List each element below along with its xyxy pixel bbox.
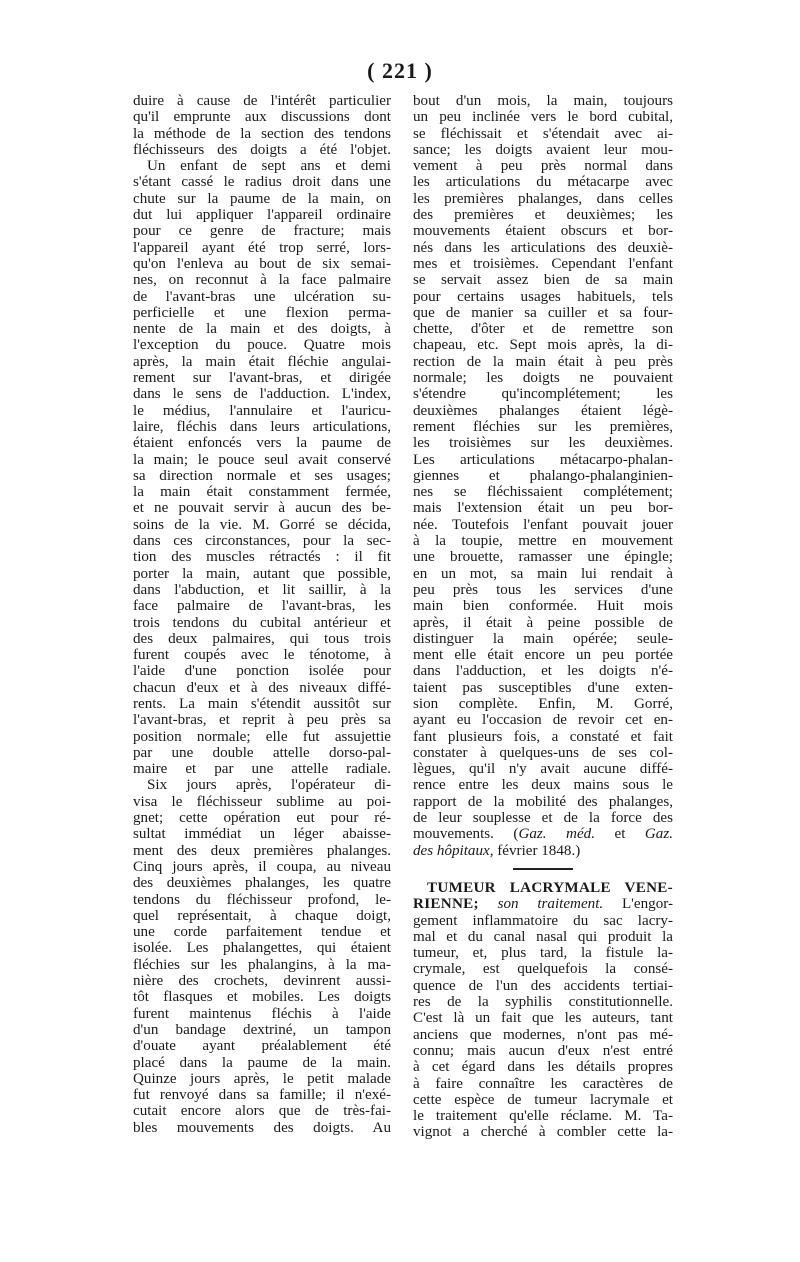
right-text-line: main bien conformée. Huit mois [413,598,673,615]
left-text-line: maire et par une attelle radiale. [133,761,391,778]
citation-line-2 [413,843,673,859]
left-text-line: fut renvoyé dans sa famille; il n'exé- [133,1087,391,1104]
right-text-line: Les articulations métacarpo-phalan- [413,451,673,468]
left-text-line: d'un bandage dextriné, un tampon [133,1021,391,1038]
section-text-line: connu; mais aucun d'eux n'est entré [413,1042,673,1059]
right-text-line: les articulations du métacarpe avec [413,174,673,191]
right-text-line: se fléchissait et s'étendait avec ai- [413,125,673,142]
citation-connector: et [594,826,645,843]
citation-journal-3: des hôpitaux, [413,842,494,859]
left-column [133,93,391,1136]
right-text-line: normale; les doigts ne pouvaient [413,370,673,387]
left-text-line: après, la main était fléchie angulai- [133,353,391,370]
left-text-line: et ne pouvait servir à aucun des be- [133,500,391,517]
left-text-line: placé dans la paume de la main. [133,1054,391,1071]
left-text-line: Un enfant de sept ans et demi [147,158,391,175]
left-text-line: Six jours après, l'opérateur di- [147,777,391,794]
left-text-line: chacun d'eux et à des niveaux diffé- [133,679,391,696]
left-text-line: s'étant cassé le radius droit dans une [133,174,391,191]
right-text-line: distinguer la main opérée; seule- [413,630,673,647]
section-text-line: crymale, est quelquefois la consé- [413,961,673,978]
section-separator [513,868,573,870]
left-text-line: la main; le pouce seul avait conservé [133,451,391,468]
right-text-line: nés dans les articulations des deuxiè- [413,239,673,256]
section-text-line: res de la syphilis constitutionnelle. [413,994,673,1011]
right-text-line: chapeau, etc. Sept mois après, la di- [413,337,673,354]
right-text-line: que de manier sa cuiller et sa four- [413,304,673,321]
right-text-line: constater à quelques-uns de ses col- [413,744,673,761]
right-text-line: giennes et phalango-phalanginien- [413,467,673,484]
right-text-line: lègues, qu'il n'y avait aucune diffé- [413,761,673,778]
right-column [413,93,673,1141]
section-text-line: gement inflammatoire du sac lacry- [413,912,673,929]
right-text-line: des premières et deuxièmes; les [413,207,673,224]
left-text-line: furent maintenus fléchis à l'aide [133,1005,391,1022]
left-text-line: par une double attelle dorso-pal- [133,744,391,761]
left-text-line: étaient enfoncés vers la paume de [133,435,391,452]
left-text-line: fléchies sur les phalangins, à la ma- [133,956,391,973]
section-body [413,913,673,1141]
citation-journal-1: Gaz. méd. [518,826,595,843]
left-text-line: nes, on reconnut à la face palmaire [133,272,391,289]
right-text-line: nes se fléchissaient complétement; [413,484,673,501]
right-text-line: un peu inclinée vers le bord cubital, [413,109,673,126]
right-text-line: ayant eu l'occasion de revoir cet en- [413,712,673,729]
left-text-line: fléchisseurs des doigts a été l'objet. [133,141,391,158]
right-text-line: fant plusieurs fois, a constaté et fait [413,728,673,745]
left-text-line: de l'avant-bras une ulcération su- [133,288,391,305]
section-text-line: mal et du canal nasal qui produit la [413,928,673,945]
right-text-line: se servait assez bien de sa main [413,272,673,289]
right-text-line: rement fléchies sur les premières, [413,418,673,435]
section-subtitle: son traitement. [478,896,604,913]
left-text-line: cutait encore alors que de très-fai- [133,1103,391,1120]
section-text-line: à faire connaître les caractères de [413,1075,673,1092]
left-text-line: nière des crochets, devinrent aussi- [133,973,391,990]
right-text-line: à la toupie, mettre en mouvement [413,533,673,550]
section-text-line: C'est là un fait que les auteurs, tant [413,1010,673,1027]
citation-prefix: mouvements. ( [413,826,519,843]
right-text-line: peu près tous les services d'une [413,581,673,598]
left-text-line: la main était constamment fermée, [133,484,391,501]
right-text-line: née. Toutefois l'enfant pouvait jouer [413,516,673,533]
left-text-line: tion des muscles rétractés : il fit [133,549,391,566]
left-text-line: porter la main, autant que possible, [133,565,391,582]
right-text-line: rence entre les deux mains sous le [413,777,673,794]
section-text-line: cette espèce de tumeur lacrymale et [413,1091,673,1108]
right-column-body [413,93,673,826]
left-text-line: Quinze jours après, le petit malade [133,1070,391,1087]
right-text-line: vement à peu près normal dans [413,158,673,175]
right-text-line: deuxièmes phalanges étaient légè- [413,402,673,419]
left-text-line: rents. La main s'étendit aussitôt sur [133,695,391,712]
right-text-line: mes et troisièmes. Cependant l'enfant [413,255,673,272]
left-text-line: dans l'abduction, et lit saillir, à la [133,581,391,598]
left-text-line: la méthode de la section des tendons [133,125,391,142]
left-text-line: nente de la main et des doigts, à [133,321,391,338]
left-text-line: des deuxièmes phalanges, les quatre [133,875,391,892]
left-text-line: rement sur l'avant-bras, et dirigée [133,370,391,387]
right-text-line: s'étendre qu'incomplétement; les [413,386,673,403]
left-text-line: chute sur la paume de la main, on [133,190,391,207]
right-text-line: mouvements étaient obscurs et bor- [413,223,673,240]
right-text-line: mais l'extension était un peu bor- [413,500,673,517]
right-text-line: taient pas susceptibles d'une exten- [413,679,673,696]
left-text-line: d'ouate ayant préalablement été [133,1038,391,1055]
left-text-line: pour ce genre de fracture; mais [133,223,391,240]
left-text-line: l'avant-bras, et reprit à peu près sa [133,712,391,729]
right-text-line: pour certains usages habituels, tels [413,288,673,305]
left-text-line: perficielle et une flexion perma- [133,304,391,321]
section-title: TUMEUR LACRYMALE VENE- [427,879,673,896]
left-text-line: furent coupés avec le ténotome, à [133,647,391,664]
left-text-line: trois tendons du cubital antérieur et [133,614,391,631]
left-text-line: une corde parfaitement tendue et [133,924,391,941]
right-text-line: rection de la main était à peu près [413,353,673,370]
right-text-line: de leur souplesse et de la force des [413,810,673,827]
left-text-line: tôt flasques et mobiles. Les doigts [133,989,391,1006]
left-text-line: l'aide d'une ponction isolée pour [133,663,391,680]
left-text-line: quel représentait, à chaque doigt, [133,907,391,924]
left-text-line: duire à cause de l'intérêt particulier [133,93,391,109]
section-title-end: RIENNE; [413,896,479,913]
left-text-line: tendons du fléchisseur profond, le- [133,891,391,908]
left-text-line: sa direction normale et ses usages; [133,467,391,484]
right-text-line: sance; les doigts avaient leur mou- [413,141,673,158]
right-text-line: sion complète. Enfin, M. Gorré, [413,695,673,712]
section-text-line: tumeur, et, plus tard, la fistule la- [413,945,673,962]
left-text-line: Cinq jours après, il coupa, au niveau [133,858,391,875]
left-text-line: face palmaire de l'avant-bras, les [133,598,391,615]
left-text-line: isolée. Les phalangettes, qui étaient [133,940,391,957]
left-text-line: ment des deux premières phalanges. [133,842,391,859]
right-text-line: les troisièmes sur les deuxièmes. [413,435,673,452]
left-text-line: gnet; cette opération eut pour ré- [133,810,391,827]
right-text-line: dans l'adduction, et les doigts n'é- [413,663,673,680]
left-text-line: laire, fléchis dans leurs articulations, [133,418,391,435]
right-text-line: chette, d'ôter et de remettre son [413,321,673,338]
left-text-line: l'appareil ayant été trop serré, lors- [133,239,391,256]
left-text-line: des deux palmaires, qui tous trois [133,630,391,647]
left-text-line: dans ces circonstances, pour la sec- [133,533,391,550]
left-text-line: visa le fléchisseur sublime au poi- [133,793,391,810]
section-title-line [413,880,673,896]
left-text-line: l'exception du pouce. Quatre mois [133,337,391,354]
section-first-words: L'engor- [603,896,673,913]
left-text-line: bles mouvements des doigts. Au [133,1119,391,1136]
left-text-line: qu'on l'enleva au bout de six semai- [133,255,391,272]
left-text-line: soins de la vie. M. Gorré se décida, [133,516,391,533]
left-text-line: qu'il emprunte aux discussions dont [133,109,391,126]
section-text-line: anciens que modernes, n'ont pas mé- [413,1026,673,1043]
right-text-line: une brouette, ramasser une épingle; [413,549,673,566]
right-text-line: bout d'un mois, la main, toujours [413,93,673,109]
section-text-line: à cet égard dans les détails propres [413,1059,673,1076]
citation-date: février 1848.) [493,842,581,859]
page-number: ( 221 ) [367,58,433,83]
section-text-line: vignot a cherché à combler cette la- [413,1124,673,1141]
right-text-line: en un mot, sa main lui rendait à [413,565,673,582]
left-text-line: dans le sens de l'adduction. L'index, [133,386,391,403]
citation-line-1 [413,826,673,842]
left-text-line: sultat immédiat un léger abaisse- [133,826,391,843]
citation-journal-2: Gaz. [644,826,673,843]
section-text-line: quence de l'un des accidents tertiai- [413,977,673,994]
left-text-line: le médius, l'annulaire et l'auricu- [133,402,391,419]
section-title-line-2 [413,896,673,912]
right-text-line: les premières phalanges, dans celles [413,190,673,207]
left-text-line: dut lui appliquer l'appareil ordinaire [133,207,391,224]
right-text-line: rapport de la mobilité des phalanges, [413,793,673,810]
left-text-line: position normale; elle fut assujettie [133,728,391,745]
right-text-line: ment elle était encore un peu portée [413,647,673,664]
section-text-line: le traitement qu'elle réclame. M. Ta- [413,1108,673,1125]
right-text-line: après, il était à peine possible de [413,614,673,631]
